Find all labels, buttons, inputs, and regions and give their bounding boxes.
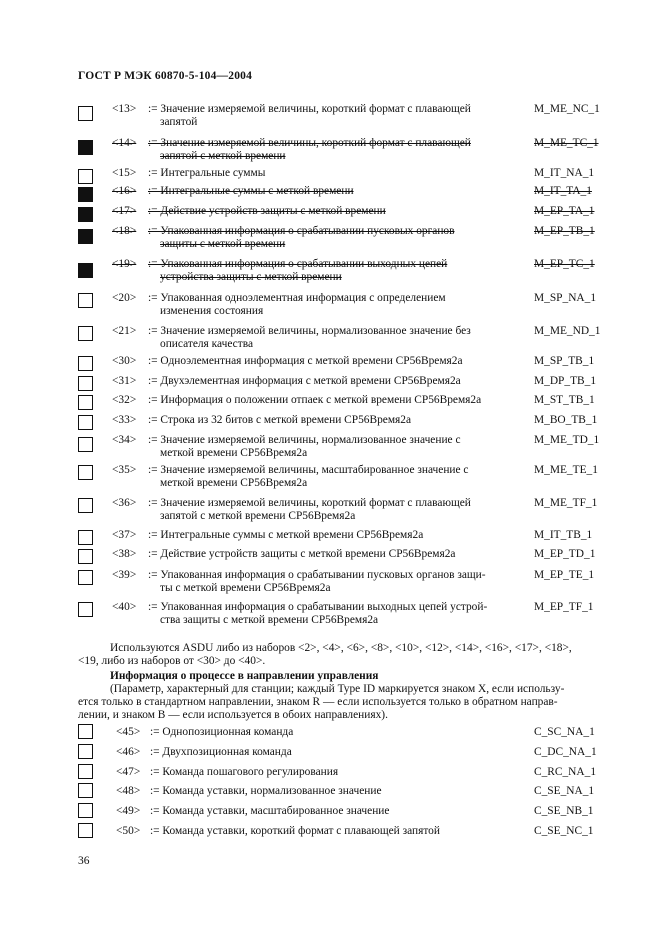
type-id: <46>: [116, 746, 141, 758]
type-id: <20>: [112, 292, 137, 304]
asdu-checkbox[interactable]: [78, 169, 93, 184]
asdu-checkbox[interactable]: [78, 263, 93, 278]
type-description: [148, 548, 528, 561]
type-description-line1: := Значение измеряемой величины, нормализованное значение без: [148, 325, 471, 337]
document-header: ГОСТ Р МЭК 60870-5-104—2004: [78, 70, 253, 82]
type-description-line1: := Одноэлементная информация с меткой времени СР56Время2а: [148, 355, 463, 367]
type-description-line1: := Упакованная информация о срабатывании выходных цепей устрой-: [148, 601, 488, 613]
type-description: [148, 137, 528, 163]
type-description-line2: ства защиты с меткой времени СР56Время2а: [160, 614, 379, 626]
control-asdu-checkbox[interactable]: [78, 724, 93, 739]
asdu-checkbox[interactable]: [78, 356, 93, 371]
type-id: <48>: [116, 785, 141, 797]
type-id: <15>: [112, 167, 137, 179]
asdu-checkbox[interactable]: [78, 530, 93, 545]
type-description: := Однопозиционная команда: [150, 726, 294, 738]
asdu-checkbox[interactable]: [78, 395, 93, 410]
control-asdu-checkbox[interactable]: [78, 744, 93, 759]
asdu-checkbox[interactable]: [78, 570, 93, 585]
type-code: M_ME_ND_1: [534, 325, 601, 337]
type-description: [148, 375, 528, 388]
type-id: <35>: [112, 464, 137, 476]
type-code: M_EP_TC_1: [534, 258, 595, 270]
section-description-line2: ется только в стандартном направлении, знаком R — если используется только в обратном направ-: [78, 696, 558, 708]
type-description: [148, 601, 528, 627]
type-description: [148, 205, 528, 218]
type-code: M_ME_TE_1: [534, 464, 598, 476]
control-asdu-checkbox[interactable]: [78, 783, 93, 798]
type-id: <39>: [112, 569, 137, 581]
type-description-line1: := Двухэлементная информация с меткой времени СР56Время2а: [148, 375, 461, 387]
asdu-checkbox[interactable]: [78, 465, 93, 480]
type-description-line1: := Упакованная информация о срабатывании пусковых органов: [148, 225, 455, 237]
asdu-note-line1: Используются ASDU либо из наборов <2>, <4>, <6>, <8>, <10>, <12>, <14>, <16>, <17>, <18>,: [110, 642, 572, 654]
type-description-line1: := Интегральные суммы: [148, 167, 266, 179]
type-description: [148, 167, 528, 180]
type-id: <45>: [116, 726, 141, 738]
type-description: [148, 497, 528, 523]
asdu-checkbox[interactable]: [78, 415, 93, 430]
type-id: <33>: [112, 414, 137, 426]
type-description: := Команда уставки, масштабированное значение: [150, 805, 390, 817]
type-id: <36>: [112, 497, 137, 509]
section-title: Информация о процессе в направлении управления: [110, 670, 379, 682]
type-description: [148, 258, 528, 284]
asdu-checkbox[interactable]: [78, 207, 93, 222]
type-id: <32>: [112, 394, 137, 406]
type-description-line2: запятой с меткой времени: [160, 150, 286, 162]
type-description-line1: := Значение измеряемой величины, нормализованное значение с: [148, 434, 461, 446]
type-description: [148, 292, 528, 318]
type-description-line2: ты с меткой времени СР56Время2а: [160, 582, 331, 594]
type-description-line1: := Упакованная информация о срабатывании выходных цепей: [148, 258, 448, 270]
type-code: C_SE_NC_1: [534, 825, 594, 837]
asdu-checkbox[interactable]: [78, 549, 93, 564]
type-description-line2: описателя качества: [160, 338, 253, 350]
type-description-line2: изменения состояния: [160, 305, 264, 317]
type-code: M_ME_NC_1: [534, 103, 600, 115]
asdu-note: [78, 642, 618, 668]
type-code: M_SP_TB_1: [534, 355, 595, 367]
type-id: <31>: [112, 375, 137, 387]
type-description-line1: := Интегральные суммы с меткой времени: [148, 185, 354, 197]
type-description: [148, 434, 528, 460]
type-id: <37>: [112, 529, 137, 541]
type-code: M_ME_TF_1: [534, 497, 598, 509]
type-description: := Двухпозиционная команда: [150, 746, 292, 758]
type-description-line1: := Действие устройств защиты с меткой времени: [148, 205, 386, 217]
asdu-checkbox[interactable]: [78, 437, 93, 452]
type-description-line2: устройства защиты с меткой времени: [160, 271, 342, 283]
asdu-checkbox[interactable]: [78, 140, 93, 155]
type-code: M_BO_TB_1: [534, 414, 598, 426]
type-code: M_EP_TA_1: [534, 205, 595, 217]
type-id: <34>: [112, 434, 137, 446]
type-description-line1: := Значение измеряемой величины, масштабированное значение с: [148, 464, 469, 476]
type-id: <38>: [112, 548, 137, 560]
type-id: <17>: [112, 205, 137, 217]
asdu-checkbox[interactable]: [78, 326, 93, 341]
type-code: C_SE_NA_1: [534, 785, 595, 797]
type-description-line1: := Значение измеряемой величины, короткий формат с плавающей: [148, 103, 471, 115]
type-code: M_IT_NA_1: [534, 167, 595, 179]
type-description-line1: := Упакованная информация о срабатывании пусковых органов защи-: [148, 569, 486, 581]
asdu-checkbox[interactable]: [78, 106, 93, 121]
type-id: <30>: [112, 355, 137, 367]
type-description: [148, 394, 528, 407]
type-code: M_EP_TE_1: [534, 569, 595, 581]
type-code: M_EP_TB_1: [534, 225, 595, 237]
type-code: C_DC_NA_1: [534, 746, 597, 758]
control-asdu-checkbox[interactable]: [78, 823, 93, 838]
type-code: C_SC_NA_1: [534, 726, 595, 738]
type-description-line2: запятой с меткой времени СР56Время2а: [160, 510, 356, 522]
type-id: <14>: [112, 137, 137, 149]
type-code: M_IT_TA_1: [534, 185, 592, 197]
type-description: [148, 569, 528, 595]
type-code: M_SP_NA_1: [534, 292, 597, 304]
type-code: M_DP_TB_1: [534, 375, 597, 387]
asdu-checkbox[interactable]: [78, 293, 93, 308]
type-id: <19>: [112, 258, 137, 270]
asdu-checkbox[interactable]: [78, 376, 93, 391]
type-description: [148, 529, 528, 542]
type-code: C_SE_NB_1: [534, 805, 594, 817]
type-description-line1: := Информация о положении отпаек с меткой времени СР56Время2а: [148, 394, 482, 406]
control-asdu-checkbox[interactable]: [78, 803, 93, 818]
asdu-checkbox[interactable]: [78, 602, 93, 617]
type-description-line1: := Интегральные суммы с меткой времени СР56Время2а: [148, 529, 424, 541]
type-id: <18>: [112, 225, 137, 237]
type-description: [148, 464, 528, 490]
section-description-line3: лении, и знаком B — если используется в обоих направлениях).: [78, 709, 388, 721]
type-description: [148, 355, 528, 368]
type-description-line2: защиты с меткой времени: [160, 238, 286, 250]
type-code: M_EP_TF_1: [534, 601, 594, 613]
asdu-checkbox[interactable]: [78, 229, 93, 244]
type-description-line1: := Значение измеряемой величины, короткий формат с плавающей: [148, 137, 471, 149]
type-code: M_ME_TC_1: [534, 137, 599, 149]
type-description: [148, 225, 528, 251]
section-description: [78, 683, 618, 722]
type-code: M_ME_TD_1: [534, 434, 600, 446]
type-description: := Команда уставки, нормализованное значение: [150, 785, 382, 797]
type-code: M_ST_TB_1: [534, 394, 595, 406]
type-description-line2: запятой: [160, 116, 198, 128]
type-id: <50>: [116, 825, 141, 837]
type-description: := Команда уставки, короткий формат с плавающей запятой: [150, 825, 440, 837]
type-description-line2: меткой времени СР56Время2а: [160, 477, 308, 489]
type-code: C_RC_NA_1: [534, 766, 597, 778]
type-description: [148, 103, 528, 129]
type-description-line1: := Значение измеряемой величины, короткий формат с плавающей: [148, 497, 471, 509]
type-description-line1: := Действие устройств защиты с меткой времени СР56Время2а: [148, 548, 456, 560]
type-description: := Команда пошагового регулирования: [150, 766, 339, 778]
type-description: [148, 325, 528, 351]
asdu-checkbox[interactable]: [78, 498, 93, 513]
type-id: <47>: [116, 766, 141, 778]
section-description-line1: (Параметр, характерный для станции; каждый Type ID маркируется знаком X, если использу-: [110, 683, 565, 695]
type-description-line2: меткой времени СР56Время2а: [160, 447, 308, 459]
type-id: <40>: [112, 601, 137, 613]
type-description-line1: := Строка из 32 битов с меткой времени СР56Время2а: [148, 414, 412, 426]
type-id: <21>: [112, 325, 137, 337]
asdu-checkbox[interactable]: [78, 187, 93, 202]
type-code: M_EP_TD_1: [534, 548, 596, 560]
page-number: 36: [78, 855, 90, 867]
asdu-note-line2: <19, либо из наборов от <30> до <40>.: [78, 655, 266, 667]
type-description: [148, 185, 528, 198]
type-id: <16>: [112, 185, 137, 197]
type-description-line1: := Упакованная одноэлементная информация с определением: [148, 292, 446, 304]
control-asdu-checkbox[interactable]: [78, 764, 93, 779]
type-id: <49>: [116, 805, 141, 817]
type-code: M_IT_TB_1: [534, 529, 593, 541]
type-description: [148, 414, 528, 427]
type-id: <13>: [112, 103, 137, 115]
